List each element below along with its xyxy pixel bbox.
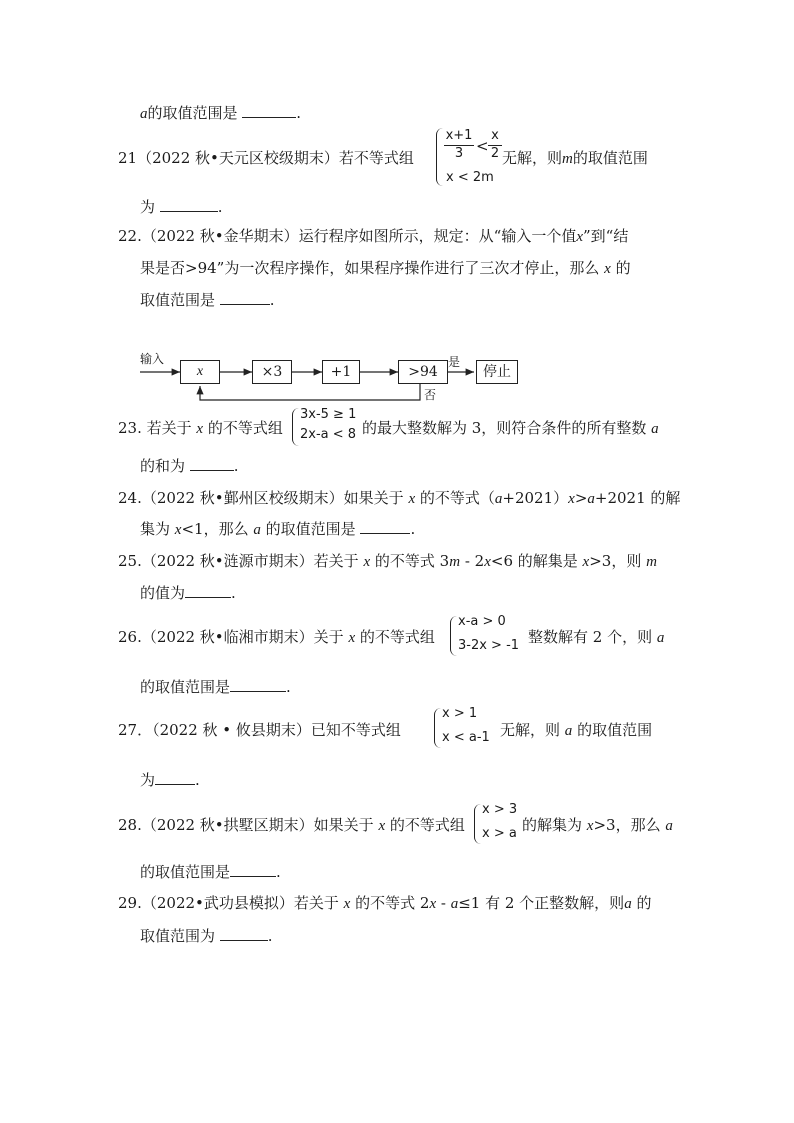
var-a: a — [140, 106, 148, 122]
var-a: a — [253, 522, 261, 538]
q29-d: ≤1 有 2 个正整数解，则 — [458, 894, 625, 912]
answer-blank[interactable] — [155, 770, 195, 785]
q25-f: 的值为 — [140, 584, 186, 602]
q26-row1: x-a > 0 — [458, 614, 506, 629]
period: . — [267, 927, 273, 945]
q21-line2-text: 为 — [140, 198, 156, 216]
box-add: +1 — [322, 360, 360, 384]
q24-e: 集为 — [140, 520, 171, 538]
q26-b: 的不等式组 — [359, 628, 435, 646]
q24-b: 的不等式（ — [419, 489, 495, 507]
q22-text-a: 22.（2022 秋•金华期末）运行程序如图所示，规定：从“输入一个值 — [118, 227, 577, 245]
var-x: x — [196, 421, 204, 437]
q24-line1 — [118, 488, 680, 509]
q28-line2-text: 的取值范围是 — [140, 863, 231, 881]
answer-blank[interactable] — [230, 677, 286, 692]
q22-text-c: 果是否>94”为一次程序操作，如果程序操作进行了三次才停止，那么 — [140, 259, 600, 277]
q28-row1: x > 3 — [482, 802, 518, 817]
q29-line2 — [140, 926, 273, 946]
frac-num: x+1 — [445, 128, 473, 143]
answer-blank[interactable] — [230, 862, 276, 877]
var-x: x — [363, 554, 371, 570]
q24-g: 的取值范围是 — [265, 520, 356, 538]
q26-line2-text: 的取值范围是 — [140, 678, 231, 696]
var-x: x — [484, 554, 491, 570]
var-x: x — [429, 896, 437, 912]
box-multiply: ×3 — [252, 360, 292, 384]
q26-a: 26.（2022 秋•临湘市期末）关于 — [118, 628, 344, 646]
box-x: x — [180, 360, 220, 384]
q24-a: 24.（2022 秋•鄞州区校级期末）如果关于 — [118, 489, 404, 507]
frac-den: 3 — [454, 146, 464, 161]
answer-blank[interactable] — [190, 456, 234, 471]
q25-d: <6 的解集是 — [490, 552, 578, 570]
q23-lead2: 的不等式组 — [207, 419, 283, 437]
q21-number: 21（2022 秋•天元区校级期末）若不等式组 — [118, 149, 414, 167]
q25-a: 25.（2022 秋•涟源市期末）若关于 — [118, 552, 359, 570]
var-x: x — [408, 491, 416, 507]
lt-sign: < — [476, 137, 489, 155]
var-x: x — [343, 896, 351, 912]
q24-d: +2021 的解 — [594, 489, 681, 507]
period: . — [286, 678, 291, 696]
var-a: a — [665, 818, 673, 834]
period: . — [276, 863, 281, 881]
q27-row1: x > 1 — [442, 706, 478, 721]
period: . — [233, 457, 239, 475]
gt-sign: > — [574, 489, 588, 507]
box-stop: 停止 — [476, 360, 518, 384]
q27-brace — [434, 708, 441, 748]
q27-row2: x < a-1 — [442, 730, 490, 745]
q28-b: 的不等式组 — [389, 816, 465, 834]
q25-line1 — [118, 551, 657, 572]
q23-after: 的最大整数解为 3，则符合条件的所有整数 — [362, 419, 647, 437]
q27-line1 — [118, 720, 401, 740]
period: . — [231, 584, 236, 602]
var-x: x — [586, 818, 594, 834]
q28-line1-tail — [522, 815, 673, 836]
q23-line1-tail — [362, 418, 659, 439]
q29-a: 29.（2022•武功县模拟）若关于 — [118, 894, 339, 912]
input-label: 输入 — [140, 352, 165, 366]
var-x: x — [174, 522, 182, 538]
var-x: x — [604, 261, 611, 277]
q24-f: <1，那么 — [181, 520, 249, 538]
q22-text-b: ”到“结 — [583, 227, 629, 245]
loop-arrow — [200, 384, 420, 400]
q28-a: 28.（2022 秋•拱墅区期末）如果关于 — [118, 816, 374, 834]
var-x: x — [582, 554, 590, 570]
q26-line1 — [118, 627, 435, 648]
q21-after: 无解，则 — [502, 149, 563, 167]
q29-f: 取值范围为 — [140, 927, 216, 945]
period: . — [410, 520, 416, 538]
q25-line2 — [140, 583, 236, 603]
var-a: a — [656, 630, 665, 646]
q25-b: 的不等式 3 — [374, 552, 450, 570]
answer-blank[interactable] — [185, 583, 231, 598]
answer-blank[interactable] — [220, 926, 268, 941]
q21-after2: 的取值范围 — [572, 149, 648, 167]
q27-line2 — [140, 770, 200, 790]
q23-line2-text: 的和为 — [140, 457, 186, 475]
var-x: x — [378, 818, 386, 834]
var-x: x — [348, 630, 356, 646]
period: . — [195, 771, 200, 789]
answer-blank[interactable] — [360, 519, 410, 534]
q26-line1-tail — [528, 627, 664, 648]
q29-e: 的 — [636, 894, 652, 912]
q27-after2: 的取值范围 — [577, 721, 653, 739]
q28-row2: x > a — [482, 826, 517, 841]
var-m: m — [562, 151, 573, 167]
q29-c: - — [436, 894, 451, 912]
q22-text-e: 取值范围是 — [140, 291, 216, 309]
var-a: a — [624, 896, 632, 912]
var-x: x — [568, 491, 575, 507]
q24-line2 — [140, 519, 415, 540]
q22-text-d: 的 — [615, 259, 631, 277]
q28-line1 — [118, 815, 465, 836]
var-a: a — [587, 491, 595, 507]
q28-line2 — [140, 862, 281, 882]
period: . — [296, 104, 302, 122]
q27-after: 无解，则 — [500, 721, 561, 739]
q26-line2 — [140, 677, 291, 697]
period: . — [217, 198, 223, 216]
box-compare: >94 — [398, 360, 448, 384]
q23-row2: 2x-a < 8 — [300, 427, 357, 442]
q29-b: 的不等式 2 — [355, 894, 430, 912]
var-a: a — [564, 723, 573, 739]
q27-a: 27．（2022 秋 • 攸县期末）已知不等式组 — [118, 721, 401, 739]
var-m: m — [646, 554, 657, 570]
q25-c: - 2 — [460, 552, 485, 570]
var-a: a — [450, 896, 459, 912]
q25-e: >3，则 — [589, 552, 642, 570]
no-label: 否 — [424, 388, 437, 402]
q28-after2: >3，那么 — [593, 816, 661, 834]
period: . — [269, 291, 275, 309]
var-a: a — [651, 421, 659, 437]
frac-den: 2 — [490, 146, 500, 161]
q28-brace — [474, 804, 481, 844]
row2-text: x < 2m — [446, 170, 494, 185]
q24-c: +2021） — [502, 489, 569, 507]
q28-after: 的解集为 — [522, 816, 583, 834]
q26-brace — [450, 616, 457, 656]
yes-label: 是 — [448, 355, 461, 369]
q26-row2: 3-2x > -1 — [458, 638, 520, 653]
q27-line2-text: 为 — [140, 771, 156, 789]
q23-line1 — [118, 418, 283, 439]
var-m: m — [449, 554, 461, 570]
var-x: x — [576, 229, 583, 245]
q20-text: 的取值范围是 — [147, 104, 238, 122]
q26-after: 整数解有 2 个，则 — [528, 628, 653, 646]
q29-line1 — [118, 893, 651, 914]
q23-brace — [292, 408, 299, 446]
frac-num: x — [491, 128, 499, 143]
q23-row1: 3x-5 ≥ 1 — [300, 407, 357, 422]
q23-lead: 23. 若关于 — [118, 419, 192, 437]
var-a: a — [494, 491, 503, 507]
q23-line2 — [140, 456, 239, 476]
q27-line1-tail — [500, 720, 652, 741]
